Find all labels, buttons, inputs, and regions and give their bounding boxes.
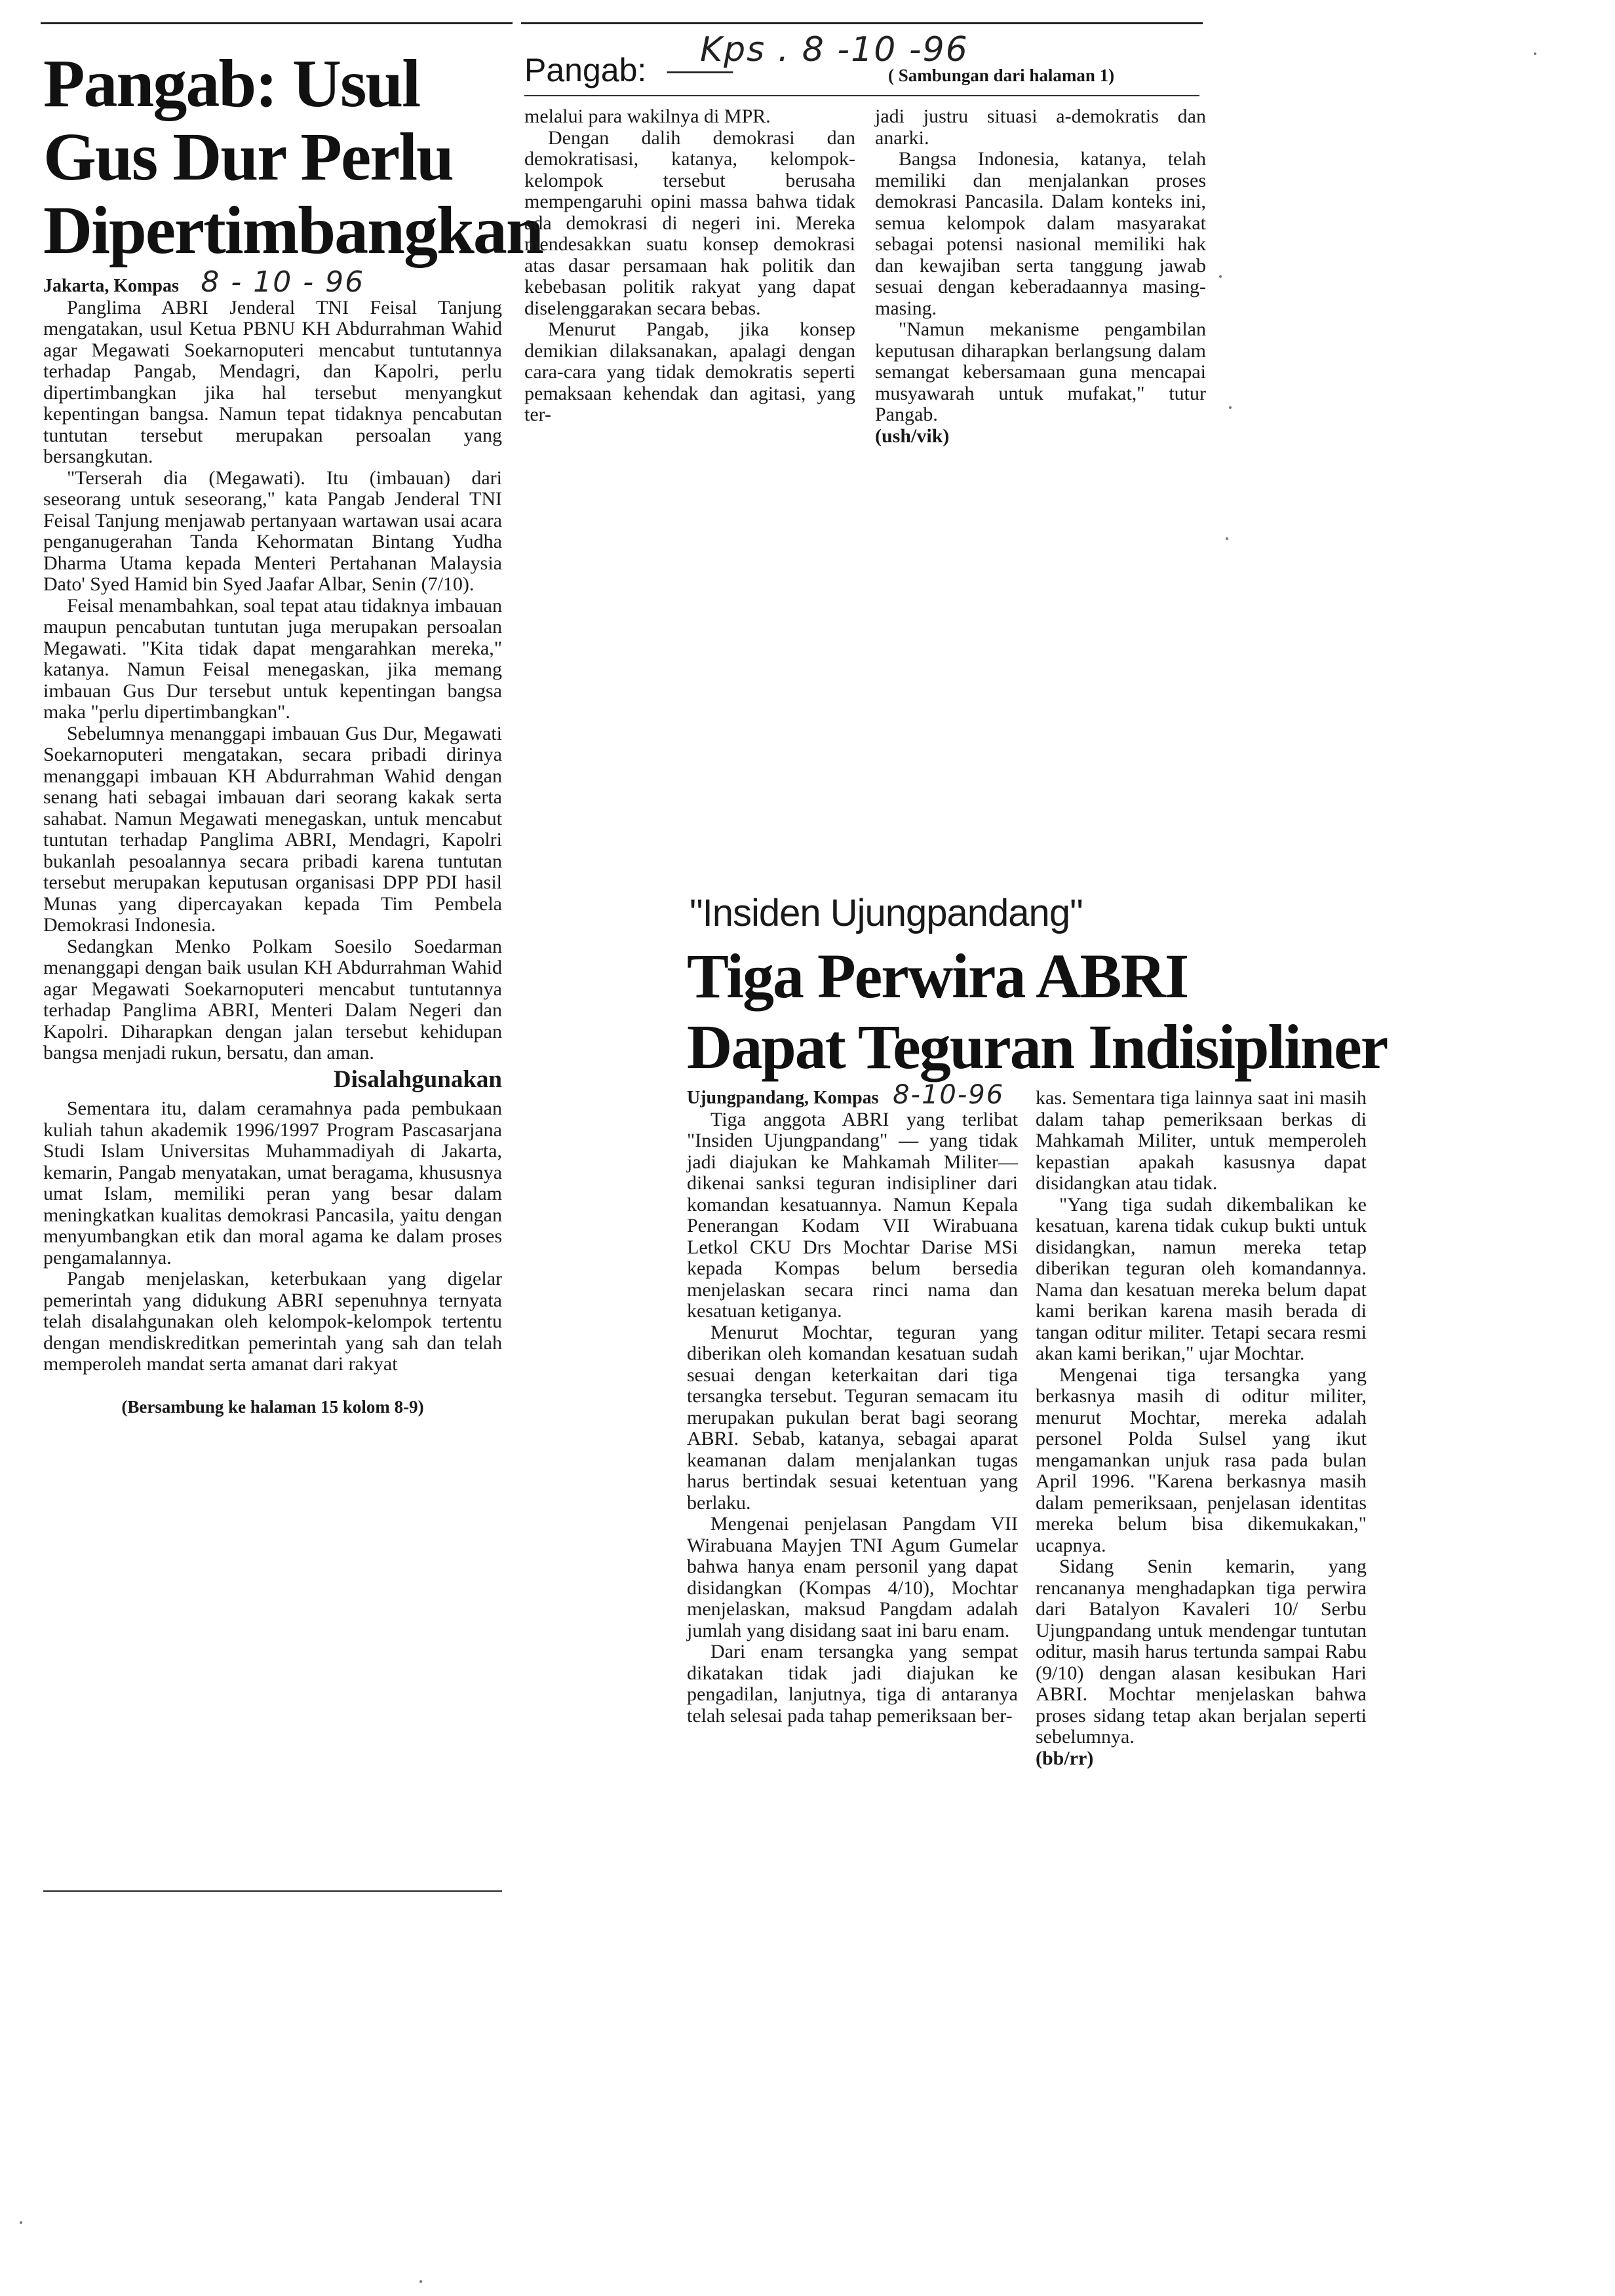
article2-headline-line1: Tiga Perwira ABRI	[687, 941, 1188, 1011]
scan-speck	[1534, 52, 1536, 55]
article1-dateline-row	[43, 265, 502, 299]
continuation-title-dash: ——	[667, 50, 733, 87]
continuation-paragraph: "Namun mekanisme pengambilan keputusan diharapkan berlangsung dalam semangat kebersamaan guna mencapai musyawarah untuk mufakat," tutur Pangab.	[875, 318, 1206, 425]
article2-paragraph: Mengenai penjelasan Pangdam VII Wirabuana Mayjen TNI Agum Gumelar bahwa hanya enam personil yang dapat disidangkan (Kompas 4/10), Mochtar menjelaskan, maksud Pangdam adalah jumlah yang disidang saat ini baru enam.	[687, 1513, 1018, 1641]
scan-speck	[1219, 275, 1222, 278]
article1-handwritten-date: 8 - 10 - 96	[201, 265, 365, 299]
article2-paragraph: kas. Sementara tiga lainnya saat ini masih dalam tahap pemeriksaan berkas di Mahkamah Militer, untuk memperoleh kepastian apakah kasusnya dapat disidangkan atau tidak.	[1036, 1087, 1367, 1194]
article2-dateline-row	[687, 1080, 1018, 1110]
continuation-column-1	[524, 106, 855, 426]
article1-paragraph: Feisal menambahkan, soal tepat atau tidaknya imbauan maupun pencabutan tuntutan juga merupakan persoalan Megawati. "Kita tidak dapat mengarahkan mereka," katanya. Namun Feisal menegaskan, jika memang imbauan Gus Dur tersebut untuk kepentingan bangsa maka "perlu dipertimbangkan".	[43, 594, 502, 723]
top-rule-left	[41, 22, 513, 24]
scan-speck	[20, 2221, 22, 2224]
continuation-header	[524, 30, 1206, 98]
article2-paragraph: "Yang tiga sudah dikembalikan ke kesatuan, karena tidak cukup bukti untuk disidangkan, namun mereka tetap diberikan teguran oleh komandannya. Nama dan kesatuan mereka belum dapat kami berikan karena masih berada di tangan oditur militer. Tetapi secara resmi akan kami berikan," ujar Mochtar.	[1036, 1193, 1367, 1364]
article1-continued-note: (Bersambung ke halaman 15 kolom 8-9)	[121, 1396, 424, 1417]
article2-paragraph: Dari enam tersangka yang sempat dikatakan tidak jadi diajukan ke pengadilan, lanjutnya, tiga di antaranya telah selesai pada tahap pemeriksaan ber-	[687, 1641, 1018, 1727]
continuation-paragraph: melalui para wakilnya di MPR.	[524, 105, 771, 127]
article1-paragraph: Panglima ABRI Jenderal TNI Feisal Tanjung mengatakan, usul Ketua PBNU KH Abdurrahman Wahid agar Megawati Soekarnoputeri mencabut tuntutannya terhadap Pangab, Mendagri, dan Kapolri, perlu dipertimbangkan jika hal tersebut menyangkut kepentingan bangsa. Namun tepat tidaknya pencabutan tuntutan tersebut merupakan persoalan yang bersangkutan.	[43, 296, 502, 467]
continuation-paragraph: Dengan dalih demokrasi dan demokratisasi, katanya, kelompok-kelompok tersebut berusaha mempengaruhi opini massa bahwa tidak ada demokrasi di negeri ini. Mereka mendesakkan suatu konsep demokrasi atas dasar persamaan hak politik dan kebebasan politik rakyat yang dapat diselenggarakan secara bebas.	[524, 126, 855, 319]
article1-paragraph: Pangab menjelaskan, keterbukaan yang digelar pemerintah yang didukung ABRI sepenuhnya ternyata telah disalahgunakan oleh kelompok-kelompok tertentu dengan mendiskreditkan pemerintah yang sah dan telah memperoleh mandat serta amanat dari rakyat	[43, 1268, 502, 1375]
article2-signature: (bb/rr)	[1036, 1747, 1094, 1769]
article1-subhead: Disalahgunakan	[333, 1065, 502, 1093]
article1-dateline: Jakarta, Kompas	[43, 276, 179, 296]
continuation-underline	[524, 95, 1199, 96]
continuation-signature-line	[875, 426, 1206, 448]
article1-headline	[43, 46, 543, 268]
article2-paragraph: Menurut Mochtar, teguran yang diberikan oleh komandan kesatuan sudah sesuai dengan keterkaitan dari tiga tersangka tersebut. Teguran semacam itu merupakan pukulan berat bagi seorang ABRI. Sebab, katanya, sebagai aparat keamanan dalam menjalankan tugas harus bertindak sesuai ketentuan yang berlaku.	[687, 1321, 1018, 1514]
article2-headline-line2: Dapat Teguran Indisipliner	[687, 1012, 1388, 1082]
article2-paragraph: Tiga anggota ABRI yang terlibat "Insiden Ujungpandang" — yang tidak jadi diajukan ke Mahkamah Militer— dikenai sanksi teguran indisipliner dari komandan kesatuannya. Namun Kepala Penerangan Kodam VII Wirabuana Letkol CKU Drs Mochtar Darise MSi kepada Kompas belum bersedia menjelaskan secara rinci nama dan kesatuan ketiganya.	[687, 1108, 1018, 1322]
article2-handwritten-date: 8-10-96	[893, 1080, 1005, 1110]
continuation-from-page: ( Sambungan dari halaman 1)	[888, 66, 1115, 85]
article2-signature-line	[1036, 1748, 1367, 1770]
top-rule-right	[521, 22, 1203, 24]
continuation-paragraph: Bangsa Indonesia, katanya, telah memiliki dan menjalankan proses demokrasi Pancasila. Dalam konteks ini, semua kelompok dalam masyarakat sebagai potensi nasional memiliki hak dan kewajiban serta tanggung jawab sesuai dengan keberadaannya masing-masing.	[875, 148, 1206, 319]
scan-speck	[1226, 537, 1228, 540]
continuation-paragraph: jadi justru situasi a-demokratis dan anarki.	[875, 105, 1206, 149]
continuation-signature: (ush/vik)	[875, 425, 950, 447]
article1-paragraph: Sementara itu, dalam ceramahnya pada pembukaan kuliah tahun akademik 1996/1997 Program Pascasarjana Studi Islam Universitas Muhammadiyah di Jakarta, kemarin, Pangab menyatakan, umat beragama, khususnya umat Islam, memiliki peran yang besar dalam meningkatkan kualitas demokrasi Pancasila, yaitu dengan menyumbangkan etik dan moral agama ke dalam proses pengamalannya.	[43, 1098, 502, 1269]
continuation-title: Pangab:	[524, 52, 647, 88]
article2-paragraph: Sidang Senin kemarin, yang rencananya menghadapkan tiga perwira dari Batalyon Kavaleri 10/ Serbu Ujungpandang untuk mendengar tuntutan oditur, masih harus tertunda sampai Rabu (9/10) dengan alasan kesibukan Hari ABRI. Mochtar menjelaskan bahwa proses sidang tetap akan berjalan seperti sebelumnya.	[1036, 1556, 1367, 1748]
article2-column-2	[1036, 1088, 1367, 1769]
article1-paragraph: Sebelumnya menanggapi imbauan Gus Dur, Megawati Soekarnoputeri mengatakan, secara pribadi dirinya menanggapi imbauan KH Abdurrahman Wahid dengan senang hati sebagai imbauan dari seorang kakak serta sahabat. Namun Megawati menegaskan, untuk mencabut tuntutan terhadap Panglima ABRI, Mendagri, Kapolri bukanlah pesoalannya secara pribadi karena tuntutan tersebut merupakan keputusan organisasi DPP PDI hasil Munas yang dipercayakan kepada Tim Pembela Demokrasi Indonesia.	[43, 722, 502, 936]
article2-kicker: "Insiden Ujungpandang"	[690, 892, 1083, 934]
article1-paragraph: Sedangkan Menko Polkam Soesilo Soedarman menanggapi dengan baik usulan KH Abdurrahman Wahid agar Megawati Soekarnoputeri mencabut tuntutannya terhadap Panglima ABRI, Menteri Dalam Negeri dan Kapolri. Diharapkan dengan jalan tersebut kehidupan bangsa menjadi rukun, bersatu, dan aman.	[43, 935, 502, 1063]
article1-paragraph: "Terserah dia (Megawati). Itu (imbauan) dari seseorang untuk seseorang," kata Pangab Jenderal TNI Feisal Tanjung menjawab pertanyaan wartawan usai acara penganugerahan Tanda Kehormatan Bintang Yudha Dharma Utama kepada Menteri Pertahanan Malaysia Dato' Syed Hamid bin Syed Jaafar Albar, Senin (7/10).	[43, 467, 502, 595]
article1-headline-text: Pangab: Usul Gus Dur Perlu Dipertimbangkan	[43, 46, 543, 268]
continuation-paragraph: Menurut Pangab, jika konsep demikian dilaksanakan, apalagi dengan cara-cara yang tidak demokratis seperti pemaksaan kehendak dan agitasi, yang ter-	[524, 318, 855, 425]
scan-speck	[419, 2280, 422, 2283]
continuation-handwritten-note: Kps . 8 -10 -96	[700, 30, 969, 69]
article2-paragraph: Mengenai tiga tersangka yang berkasnya masih di oditur militer, menurut Mochtar, mereka adalah personel Polda Sulsel yang ikut mengamankan unjuk rasa pada bulan April 1996. "Karena berkasnya masih dalam pemeriksaan, penjelasan identitas mereka belum bisa dikemukakan," ucapnya.	[1036, 1364, 1367, 1556]
article2-column-1	[687, 1080, 1018, 1727]
article1-bottom-rule	[43, 1890, 502, 1892]
article2-dateline: Ujungpandang, Kompas	[687, 1088, 879, 1108]
continuation-column-2	[875, 106, 1206, 447]
scan-speck	[1229, 406, 1232, 409]
article1-column	[43, 265, 502, 1417]
